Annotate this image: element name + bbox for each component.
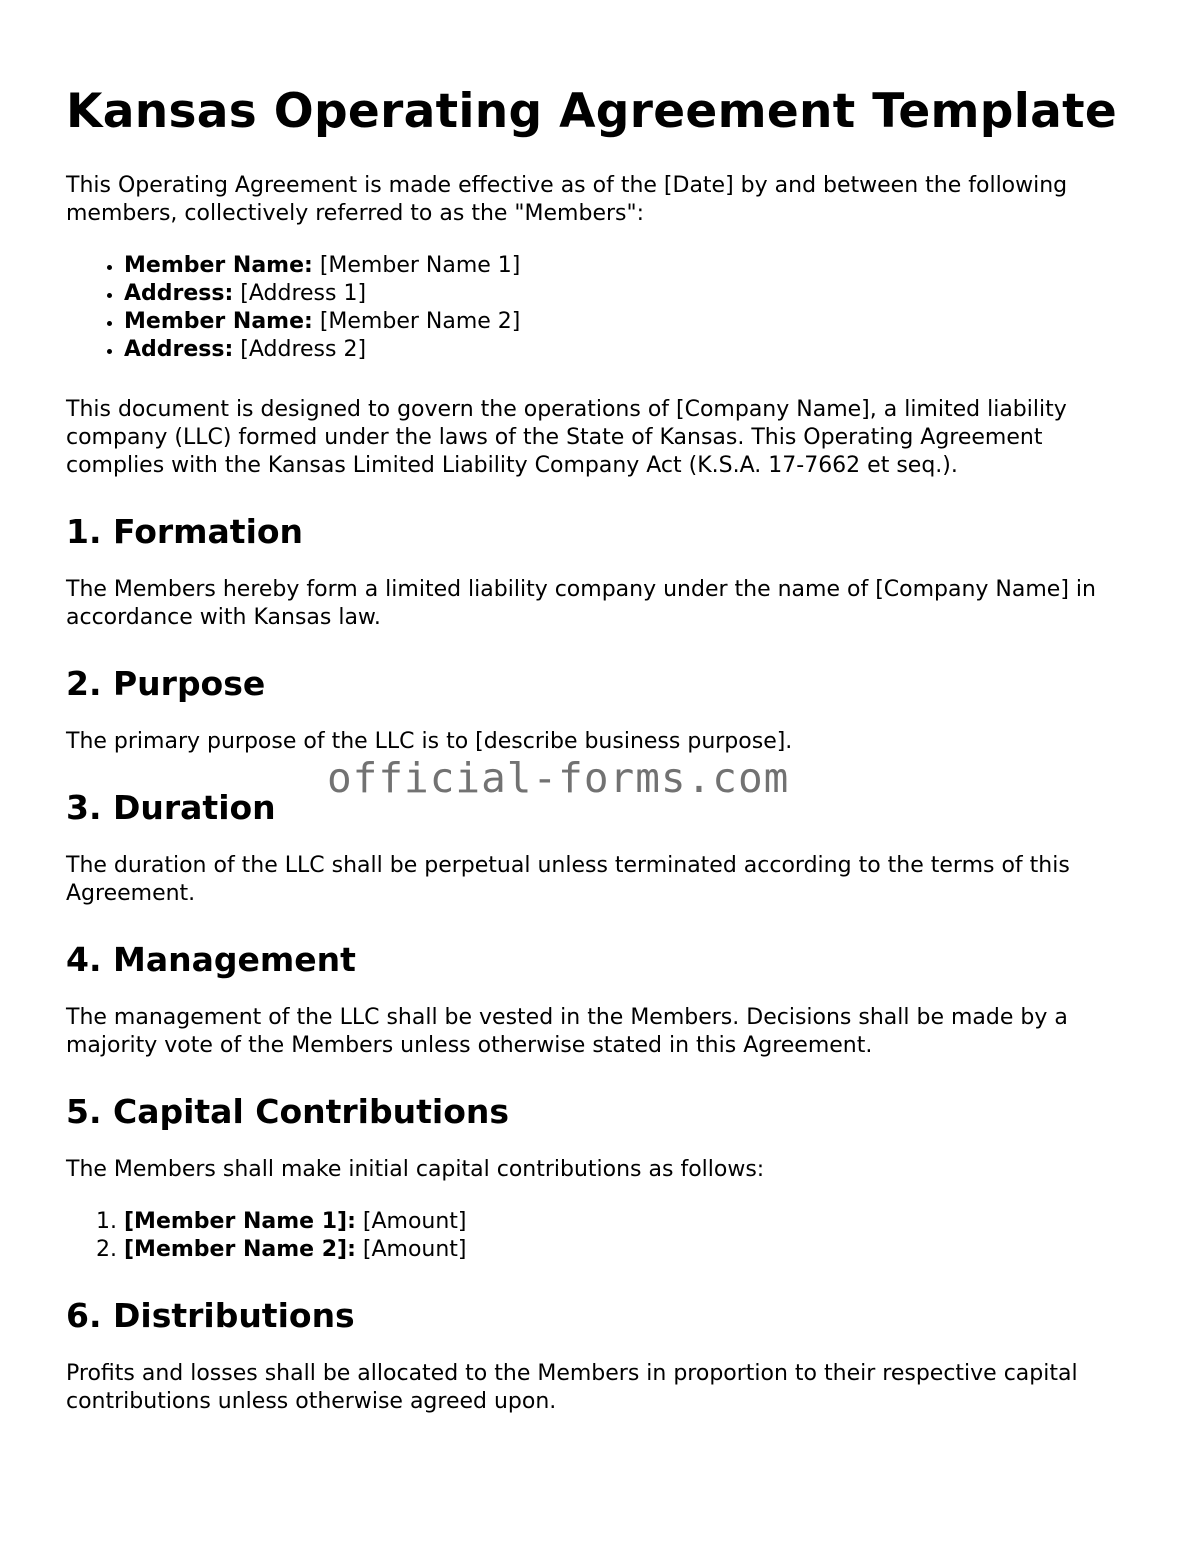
governance-paragraph: This document is designed to govern the operations of [Company Name], a limited liability company (LLC) formed under the laws of the State of Kansas. This Operating Agreement complies with the Kansas Limited Liability Company Act (K.S.A. 17-7662 et seq.).	[66, 397, 1067, 478]
member-label: Member Name:	[124, 253, 313, 278]
member-label: Address:	[124, 337, 234, 362]
member-label: Member Name:	[124, 309, 313, 334]
member-label: Address:	[124, 281, 234, 306]
list-item	[124, 252, 1136, 280]
members-list	[66, 252, 1136, 364]
member-value: [Member Name 1]	[312, 253, 521, 278]
section-body-capital: The Members shall make initial capital contributions as follows:	[66, 1157, 765, 1182]
member-value: [Address 2]	[233, 337, 367, 362]
capital-contributions-list	[66, 1208, 1136, 1264]
list-item	[124, 280, 1136, 308]
contribution-label: [Member Name 2]:	[124, 1237, 356, 1262]
section-heading-purpose: 2. Purpose	[66, 664, 266, 703]
section-body-distributions: Profits and losses shall be allocated to the Members in proportion to their respective capital contributions unless otherwise agreed upon.	[66, 1361, 1078, 1414]
list-item	[124, 308, 1136, 336]
section-heading-duration: 3. Duration	[66, 788, 276, 827]
member-value: [Address 1]	[233, 281, 367, 306]
list-item	[124, 336, 1136, 364]
list-item	[124, 1208, 1136, 1236]
section-heading-capital: 5. Capital Contributions	[66, 1092, 510, 1131]
section-body-formation: The Members hereby form a limited liability company under the name of [Company Name] in accordance with Kansas law.	[66, 577, 1096, 630]
list-item	[124, 1236, 1136, 1264]
contribution-label: [Member Name 1]:	[124, 1209, 356, 1234]
section-body-duration: The duration of the LLC shall be perpetual unless terminated according to the terms of this Agreement.	[66, 853, 1070, 906]
section-heading-management: 4. Management	[66, 940, 356, 979]
watermark: official-forms.com	[327, 754, 790, 802]
contribution-value: [Amount]	[355, 1209, 467, 1234]
section-heading-distributions: 6. Distributions	[66, 1296, 355, 1335]
document-title: Kansas Operating Agreement Template	[66, 84, 1118, 139]
section-body-purpose: The primary purpose of the LLC is to [describe business purpose].	[66, 729, 793, 754]
contribution-value: [Amount]	[355, 1237, 467, 1262]
member-value: [Member Name 2]	[312, 309, 521, 334]
section-heading-formation: 1. Formation	[66, 512, 304, 551]
intro-paragraph: This Operating Agreement is made effective as of the [Date] by and between the following members, collectively referred to as the "Members":	[66, 173, 1068, 226]
section-body-management: The management of the LLC shall be vested in the Members. Decisions shall be made by a majority vote of the Members unless otherwise stated in this Agreement.	[66, 1005, 1068, 1058]
